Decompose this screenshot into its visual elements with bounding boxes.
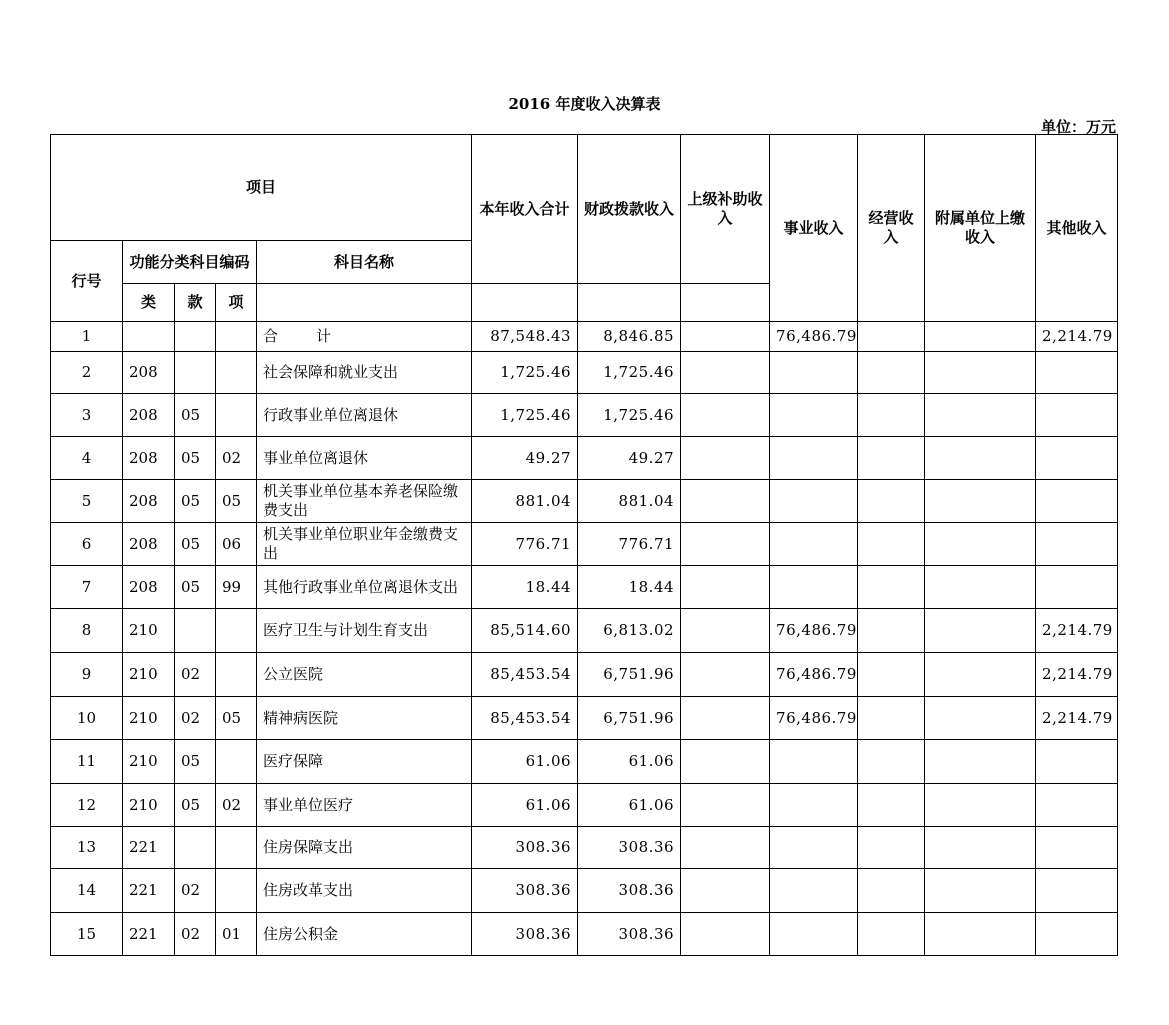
lei-cell: 208 — [123, 352, 175, 394]
summary-label — [257, 322, 472, 352]
table-row — [51, 740, 1118, 784]
table-row — [51, 437, 1118, 480]
subject-name-cell: 住房公积金 — [257, 913, 472, 956]
superior-subsidy-cell — [681, 523, 770, 566]
business-income-cell — [770, 437, 858, 480]
row-number: 5 — [51, 480, 123, 523]
row-number: 6 — [51, 523, 123, 566]
operating-income-cell — [858, 827, 925, 869]
business-income-cell — [770, 913, 858, 956]
subject-name-cell: 精神病医院 — [257, 697, 472, 740]
lei-cell — [123, 322, 175, 352]
affiliated-remit-cell — [925, 480, 1036, 523]
kuan-cell: 05 — [175, 523, 216, 566]
affiliated-remit-cell — [925, 437, 1036, 480]
kuan-cell: 05 — [175, 480, 216, 523]
other-income-cell — [1036, 913, 1118, 956]
lei-cell: 210 — [123, 740, 175, 784]
table-row — [51, 869, 1118, 913]
xiang-cell — [216, 653, 257, 697]
business-income-cell — [770, 566, 858, 609]
operating-income-cell — [858, 394, 925, 437]
report-title: 2016 年度收入决算表 — [508, 95, 661, 113]
operating-income-cell — [858, 697, 925, 740]
kuan-cell: 05 — [175, 784, 216, 827]
fiscal-appropriation-cell: 61.06 — [578, 740, 681, 784]
superior-subsidy-cell — [681, 437, 770, 480]
affiliated-remit-cell — [925, 697, 1036, 740]
row-number: 3 — [51, 394, 123, 437]
fiscal-appropriation-cell: 18.44 — [578, 566, 681, 609]
row-number: 15 — [51, 913, 123, 956]
kuan-cell — [175, 827, 216, 869]
lei-cell: 210 — [123, 609, 175, 653]
fiscal-appropriation-cell: 308.36 — [578, 869, 681, 913]
header-lei: 类 — [123, 284, 175, 322]
business-income-cell — [770, 740, 858, 784]
kuan-cell: 02 — [175, 913, 216, 956]
superior-subsidy-cell — [681, 827, 770, 869]
kuan-cell: 02 — [175, 697, 216, 740]
superior-subsidy-cell — [681, 480, 770, 523]
superior-subsidy-cell — [681, 913, 770, 956]
table-row — [51, 653, 1118, 697]
row-number: 14 — [51, 869, 123, 913]
table-row — [51, 566, 1118, 609]
operating-income-cell — [858, 480, 925, 523]
kuan-cell: 05 — [175, 394, 216, 437]
table-row — [51, 609, 1118, 653]
header-superior-subsidy: 上级补助收入 — [681, 135, 770, 284]
row-number: 8 — [51, 609, 123, 653]
lei-cell: 221 — [123, 913, 175, 956]
table-row — [51, 827, 1118, 869]
header-fiscal-appropriation: 财政拨款收入 — [578, 135, 681, 284]
summary-label-part-a: 合 — [263, 327, 279, 345]
table-row — [51, 913, 1118, 956]
business-income-cell — [770, 352, 858, 394]
kuan-cell: 02 — [175, 869, 216, 913]
affiliated-remit-cell — [925, 653, 1036, 697]
xiang-cell — [216, 869, 257, 913]
kuan-cell: 05 — [175, 437, 216, 480]
header-fiscal-blank — [578, 284, 681, 322]
superior-subsidy-cell — [681, 566, 770, 609]
fiscal-appropriation-cell: 61.06 — [578, 784, 681, 827]
other-income-cell — [1036, 566, 1118, 609]
xiang-cell: 06 — [216, 523, 257, 566]
table-row — [51, 697, 1118, 740]
total-income-cell: 85,514.60 — [472, 609, 578, 653]
total-income-cell: 61.06 — [472, 740, 578, 784]
table-row — [51, 784, 1118, 827]
other-income-cell: 2,214.79 — [1036, 322, 1118, 352]
superior-subsidy-cell — [681, 609, 770, 653]
affiliated-remit-cell — [925, 523, 1036, 566]
xiang-cell: 99 — [216, 566, 257, 609]
summary-label-part-b: 计 — [316, 327, 332, 345]
other-income-cell — [1036, 394, 1118, 437]
header-total-income: 本年收入合计 — [472, 135, 578, 284]
operating-income-cell — [858, 437, 925, 480]
lei-cell: 210 — [123, 784, 175, 827]
row-number: 2 — [51, 352, 123, 394]
total-income-cell: 308.36 — [472, 827, 578, 869]
summary-row — [51, 322, 1118, 352]
fiscal-appropriation-cell: 8,846.85 — [578, 322, 681, 352]
total-income-cell: 18.44 — [472, 566, 578, 609]
other-income-cell — [1036, 437, 1118, 480]
xiang-cell — [216, 740, 257, 784]
header-func-code: 功能分类科目编码 — [123, 241, 257, 284]
row-number: 4 — [51, 437, 123, 480]
xiang-cell: 02 — [216, 437, 257, 480]
lei-cell: 208 — [123, 394, 175, 437]
affiliated-remit-cell — [925, 740, 1036, 784]
income-final-accounts-table — [50, 134, 1118, 956]
fiscal-appropriation-cell: 6,751.96 — [578, 697, 681, 740]
superior-subsidy-cell — [681, 352, 770, 394]
affiliated-remit-cell — [925, 869, 1036, 913]
xiang-cell: 05 — [216, 697, 257, 740]
lei-cell: 208 — [123, 437, 175, 480]
xiang-cell: 01 — [216, 913, 257, 956]
other-income-cell — [1036, 480, 1118, 523]
operating-income-cell — [858, 653, 925, 697]
unit-label: 单位：万元 — [1040, 118, 1116, 136]
header-item: 项目 — [51, 135, 472, 241]
total-income-cell: 308.36 — [472, 913, 578, 956]
business-income-cell — [770, 784, 858, 827]
header-row-no: 行号 — [51, 241, 123, 322]
affiliated-remit-cell — [925, 609, 1036, 653]
operating-income-cell — [858, 322, 925, 352]
kuan-cell: 05 — [175, 566, 216, 609]
subject-name-cell: 行政事业单位离退休 — [257, 394, 472, 437]
other-income-cell — [1036, 784, 1118, 827]
operating-income-cell — [858, 523, 925, 566]
xiang-cell — [216, 609, 257, 653]
lei-cell: 221 — [123, 869, 175, 913]
xiang-cell — [216, 827, 257, 869]
operating-income-cell — [858, 869, 925, 913]
other-income-cell — [1036, 740, 1118, 784]
affiliated-remit-cell — [925, 784, 1036, 827]
other-income-cell: 2,214.79 — [1036, 697, 1118, 740]
business-income-cell — [770, 480, 858, 523]
row-number: 9 — [51, 653, 123, 697]
business-income-cell — [770, 827, 858, 869]
subject-name-cell: 机关事业单位职业年金缴费支出 — [257, 523, 472, 566]
lei-cell: 208 — [123, 480, 175, 523]
subject-name-cell: 事业单位离退休 — [257, 437, 472, 480]
subject-name-cell: 医疗保障 — [257, 740, 472, 784]
total-income-cell: 308.36 — [472, 869, 578, 913]
affiliated-remit-cell — [925, 352, 1036, 394]
kuan-cell: 02 — [175, 653, 216, 697]
xiang-cell: 02 — [216, 784, 257, 827]
other-income-cell — [1036, 352, 1118, 394]
fiscal-appropriation-cell: 6,813.02 — [578, 609, 681, 653]
lei-cell: 208 — [123, 523, 175, 566]
fiscal-appropriation-cell: 6,751.96 — [578, 653, 681, 697]
other-income-cell — [1036, 869, 1118, 913]
operating-income-cell — [858, 566, 925, 609]
xiang-cell: 05 — [216, 480, 257, 523]
total-income-cell: 1,725.46 — [472, 394, 578, 437]
fiscal-appropriation-cell: 1,725.46 — [578, 352, 681, 394]
other-income-cell — [1036, 523, 1118, 566]
total-income-cell: 61.06 — [472, 784, 578, 827]
subject-name-cell: 其他行政事业单位离退休支出 — [257, 566, 472, 609]
affiliated-remit-cell — [925, 827, 1036, 869]
table-row — [51, 523, 1118, 566]
operating-income-cell — [858, 609, 925, 653]
operating-income-cell — [858, 913, 925, 956]
subject-name-cell: 医疗卫生与计划生育支出 — [257, 609, 472, 653]
total-income-cell: 85,453.54 — [472, 697, 578, 740]
fiscal-appropriation-cell: 881.04 — [578, 480, 681, 523]
subject-name-cell: 机关事业单位基本养老保险缴费支出 — [257, 480, 472, 523]
table-row — [51, 480, 1118, 523]
business-income-cell: 76,486.79 — [770, 322, 858, 352]
table-header — [51, 135, 1118, 322]
affiliated-remit-cell — [925, 394, 1036, 437]
fiscal-appropriation-cell: 776.71 — [578, 523, 681, 566]
table-body — [51, 322, 1118, 956]
lei-cell: 210 — [123, 653, 175, 697]
operating-income-cell — [858, 740, 925, 784]
superior-subsidy-cell — [681, 869, 770, 913]
operating-income-cell — [858, 784, 925, 827]
business-income-cell: 76,486.79 — [770, 653, 858, 697]
business-income-cell: 76,486.79 — [770, 609, 858, 653]
header-superior-blank — [681, 284, 770, 322]
kuan-cell — [175, 322, 216, 352]
business-income-cell — [770, 869, 858, 913]
header-operating-income: 经营收入 — [858, 135, 925, 322]
row-number: 7 — [51, 566, 123, 609]
header-subject-blank — [257, 284, 472, 322]
fiscal-appropriation-cell: 1,725.46 — [578, 394, 681, 437]
total-income-cell: 776.71 — [472, 523, 578, 566]
lei-cell: 210 — [123, 697, 175, 740]
row-number: 10 — [51, 697, 123, 740]
subject-name-cell: 住房保障支出 — [257, 827, 472, 869]
superior-subsidy-cell — [681, 697, 770, 740]
total-income-cell: 49.27 — [472, 437, 578, 480]
superior-subsidy-cell — [681, 394, 770, 437]
superior-subsidy-cell — [681, 784, 770, 827]
row-number: 11 — [51, 740, 123, 784]
superior-subsidy-cell — [681, 322, 770, 352]
operating-income-cell — [858, 352, 925, 394]
row-number: 12 — [51, 784, 123, 827]
header-kuan: 款 — [175, 284, 216, 322]
business-income-cell: 76,486.79 — [770, 697, 858, 740]
subject-name-cell: 社会保障和就业支出 — [257, 352, 472, 394]
header-business-income: 事业收入 — [770, 135, 858, 322]
header-other-income: 其他收入 — [1036, 135, 1118, 322]
other-income-cell — [1036, 827, 1118, 869]
subject-name-cell: 公立医院 — [257, 653, 472, 697]
kuan-cell: 05 — [175, 740, 216, 784]
affiliated-remit-cell — [925, 913, 1036, 956]
row-number: 1 — [51, 322, 123, 352]
total-income-cell: 87,548.43 — [472, 322, 578, 352]
affiliated-remit-cell — [925, 322, 1036, 352]
header-xiang: 项 — [216, 284, 257, 322]
subject-name-cell: 住房改革支出 — [257, 869, 472, 913]
kuan-cell — [175, 609, 216, 653]
row-number: 13 — [51, 827, 123, 869]
table-row — [51, 394, 1118, 437]
fiscal-appropriation-cell: 308.36 — [578, 913, 681, 956]
table-row — [51, 352, 1118, 394]
fiscal-appropriation-cell: 308.36 — [578, 827, 681, 869]
header-affiliated-remit: 附属单位上缴收入 — [925, 135, 1036, 322]
header-subject-name: 科目名称 — [257, 241, 472, 284]
superior-subsidy-cell — [681, 653, 770, 697]
fiscal-appropriation-cell: 49.27 — [578, 437, 681, 480]
xiang-cell — [216, 352, 257, 394]
header-total-blank — [472, 284, 578, 322]
other-income-cell: 2,214.79 — [1036, 609, 1118, 653]
lei-cell: 221 — [123, 827, 175, 869]
subject-name-cell: 事业单位医疗 — [257, 784, 472, 827]
other-income-cell: 2,214.79 — [1036, 653, 1118, 697]
business-income-cell — [770, 394, 858, 437]
affiliated-remit-cell — [925, 566, 1036, 609]
kuan-cell — [175, 352, 216, 394]
total-income-cell: 881.04 — [472, 480, 578, 523]
business-income-cell — [770, 523, 858, 566]
superior-subsidy-cell — [681, 740, 770, 784]
xiang-cell — [216, 322, 257, 352]
total-income-cell: 1,725.46 — [472, 352, 578, 394]
lei-cell: 208 — [123, 566, 175, 609]
total-income-cell: 85,453.54 — [472, 653, 578, 697]
xiang-cell — [216, 394, 257, 437]
